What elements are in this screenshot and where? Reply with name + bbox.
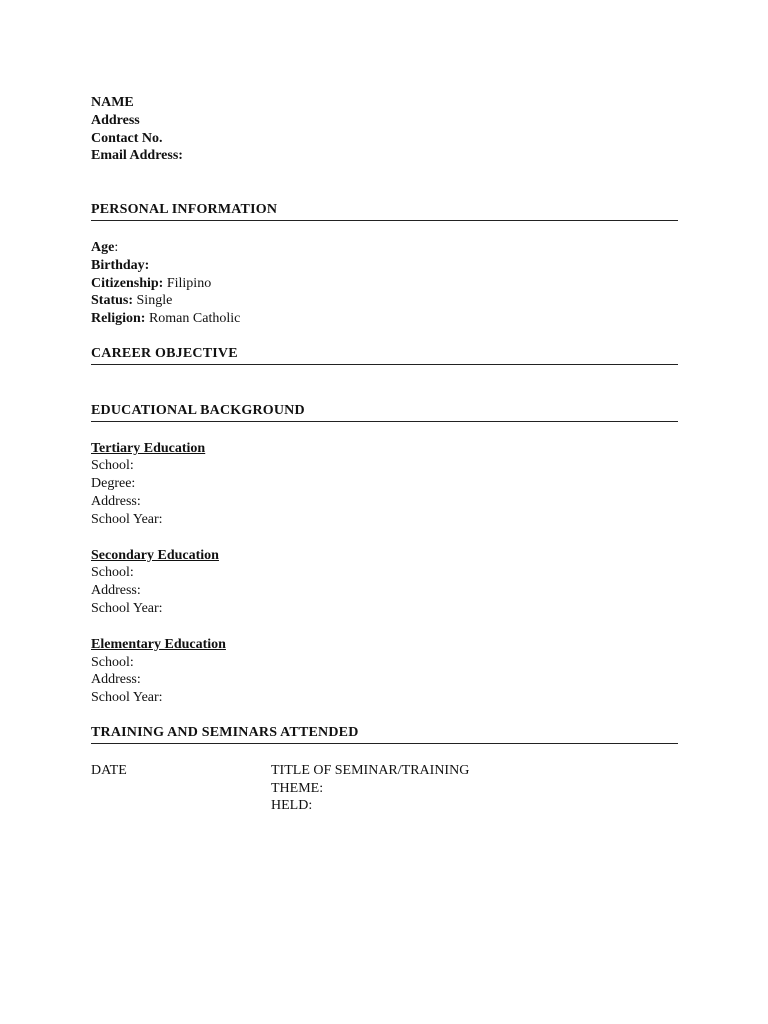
tertiary-education-block bbox=[91, 440, 678, 529]
training-theme-label: THEME: bbox=[271, 780, 324, 796]
tertiary-address: Address: bbox=[91, 493, 141, 509]
educational-background-section bbox=[91, 402, 678, 707]
elementary-education-heading: Elementary Education bbox=[91, 636, 226, 652]
training-date-label: DATE bbox=[91, 762, 127, 778]
name-heading: NAME bbox=[91, 95, 134, 110]
contact-heading: Contact No. bbox=[91, 130, 163, 146]
religion-line bbox=[91, 310, 678, 328]
secondary-education-block bbox=[91, 547, 678, 618]
citizenship-value: Filipino bbox=[163, 275, 212, 291]
status-value: Single bbox=[133, 293, 173, 309]
educational-background-title: EDUCATIONAL BACKGROUND bbox=[91, 402, 678, 422]
personal-information-title: PERSONAL INFORMATION bbox=[91, 201, 678, 221]
personal-information-section bbox=[91, 201, 678, 328]
status-line bbox=[91, 292, 678, 310]
secondary-school: School: bbox=[91, 565, 134, 581]
resume-document bbox=[91, 94, 678, 815]
email-heading: Email Address: bbox=[91, 148, 183, 164]
training-details bbox=[271, 762, 469, 815]
status-label: Status: bbox=[91, 293, 134, 309]
religion-value: Roman Catholic bbox=[145, 311, 241, 327]
religion-label: Religion: bbox=[91, 311, 146, 327]
training-seminars-section bbox=[91, 724, 678, 815]
elementary-school: School: bbox=[91, 654, 134, 670]
resume-header bbox=[91, 94, 678, 165]
elementary-address: Address: bbox=[91, 672, 141, 688]
age-label: Age bbox=[91, 239, 115, 255]
tertiary-education-heading: Tertiary Education bbox=[91, 440, 206, 456]
career-objective-title: CAREER OBJECTIVE bbox=[91, 345, 678, 365]
career-objective-section bbox=[91, 345, 678, 365]
tertiary-school-year: School Year: bbox=[91, 511, 163, 527]
training-seminars-title: TRAINING AND SEMINARS ATTENDED bbox=[91, 724, 678, 744]
age-colon: : bbox=[114, 239, 119, 255]
citizenship-line bbox=[91, 275, 678, 293]
secondary-education-heading: Secondary Education bbox=[91, 547, 219, 563]
birthday-label: Birthday: bbox=[91, 257, 150, 273]
tertiary-degree: Degree: bbox=[91, 476, 136, 492]
training-title-label: TITLE OF SEMINAR/TRAINING bbox=[271, 762, 470, 778]
citizenship-label: Citizenship: bbox=[91, 275, 164, 291]
secondary-address: Address: bbox=[91, 583, 141, 599]
secondary-school-year: School Year: bbox=[91, 600, 163, 616]
age-line bbox=[91, 239, 678, 257]
elementary-school-year: School Year: bbox=[91, 690, 163, 706]
elementary-education-block bbox=[91, 636, 678, 707]
training-held-label: HELD: bbox=[271, 798, 313, 814]
training-row bbox=[91, 762, 678, 815]
address-heading: Address bbox=[91, 112, 140, 128]
tertiary-school: School: bbox=[91, 458, 134, 474]
